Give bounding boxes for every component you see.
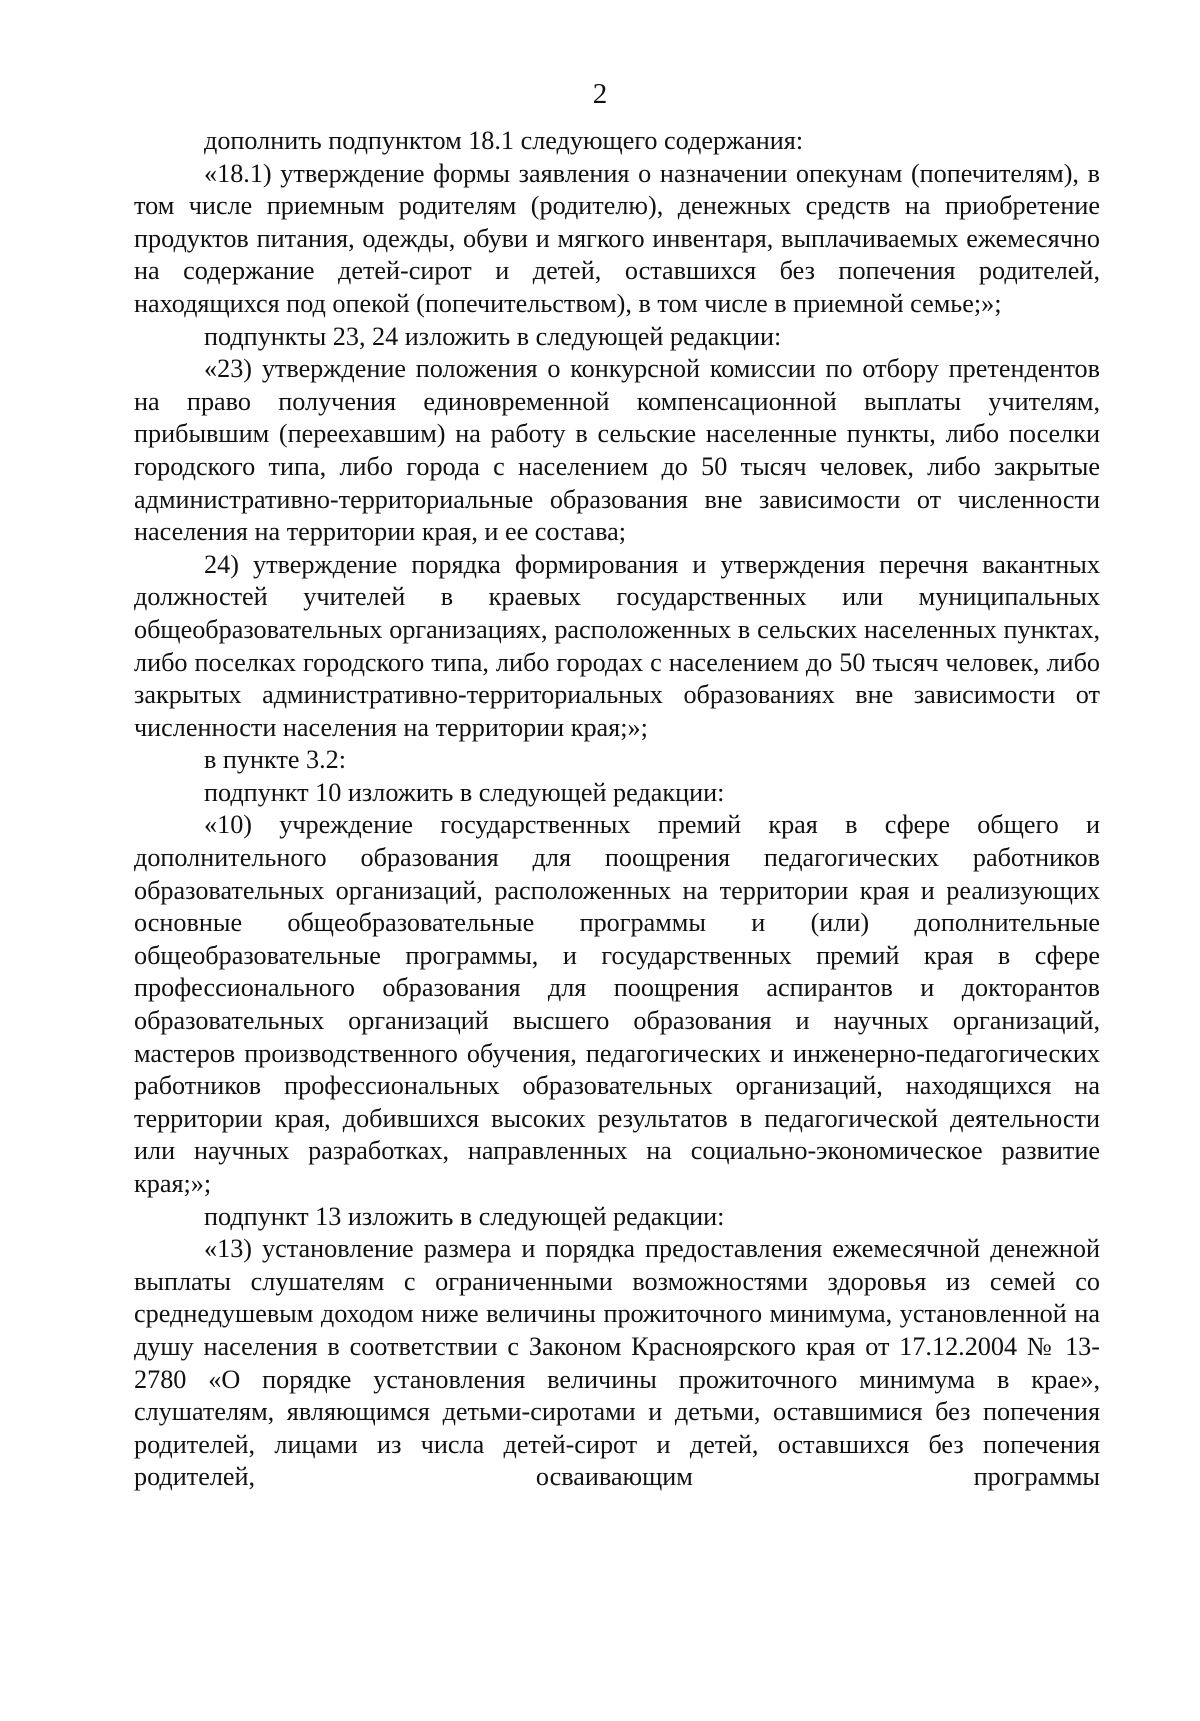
paragraph-subitem-18-1: «18.1) утверждение формы заявления о назначении опекунам (попечителям), в том числе приемным родителям (родителю), денежных средств на приобретение продуктов питания, одежды, обуви и мягкого инвентаря, выплачиваемых ежемесячно на содержание детей-сирот и детей, оставшихся без попечения родителей, находящихся под опекой (попечительством), в том числе в приемной семье;»; xyxy=(134,158,1100,318)
page-number: 2 xyxy=(592,78,608,110)
paragraph-amend-23-24-intro: подпункты 23, 24 изложить в следующей редакции: xyxy=(204,321,782,351)
paragraph-amend-13-intro: подпункт 13 изложить в следующей редакции: xyxy=(204,1201,725,1231)
paragraph-subitem-24: 24) утверждение порядка формирования и утверждения перечня вакантных должностей учителей в краевых государственных или муниципальных общеобразовательных организациях, расположенных в сельских населенных пунктах, либо поселках городского типа, либо городах с населением до 50 тысяч человек, либо закрытых административно-территориальных образованиях вне зависимости от численности населения на территории края;»; xyxy=(134,549,1100,742)
paragraph-subitem-23: «23) утверждение положения о конкурсной комиссии по отбору претендентов на право получения единовременной компенсационной выплаты учителям, прибывшим (переехавшим) на работу в сельские населенные пункты, либо поселки городского типа, либо города с населением до 50 тысяч человек, либо закрытые административно-территориальные образования вне зависимости от численности населения на территории края, и ее состава; xyxy=(134,354,1100,547)
paragraph-clause-3-2: в пункте 3.2: xyxy=(204,745,347,775)
paragraph-amend-18-1-intro: дополнить подпунктом 18.1 следующего содержания: xyxy=(204,126,804,155)
paragraph-subitem-13: «13) установление размера и порядка предоставления ежемесячной денежной выплаты слушателям с ограниченными возможностями здоровья из семей со среднедушевым доходом ниже величины прожиточного минимума, установленной на душу населения в соответствии с Законом Красноярского края от 17.12.2004 № 13-2780 «О порядке установления величины прожиточного минимума в крае», слушателям, являющимся детьми-сиротами и детьми, оставшимися без попечения родителей, лицами из числа детей-сирот и детей, оставшихся без попечения родителей, осваивающим программы xyxy=(134,1234,1100,1492)
document-body xyxy=(134,125,1100,1494)
paragraph-subitem-10: «10) учреждение государственных премий края в сфере общего и дополнительного образования для поощрения педагогических работников образовательных организаций, расположенных на территории края и реализующих основные общеобразовательные программы и (или) дополнительные общеобразовательные программы, и государственных премий края в сфере профессионального образования для поощрения аспирантов и докторантов образовательных организаций высшего образования и научных организаций, мастеров производственного обучения, педагогических и инженерно-педагогических работников профессиональных образовательных организаций, находящихся на территории края, добившихся высоких результатов в педагогической деятельности или научных разработках, направленных на социально-экономическое развитие края;»; xyxy=(134,810,1100,1198)
paragraph-amend-10-intro: подпункт 10 изложить в следующей редакции: xyxy=(204,777,725,807)
